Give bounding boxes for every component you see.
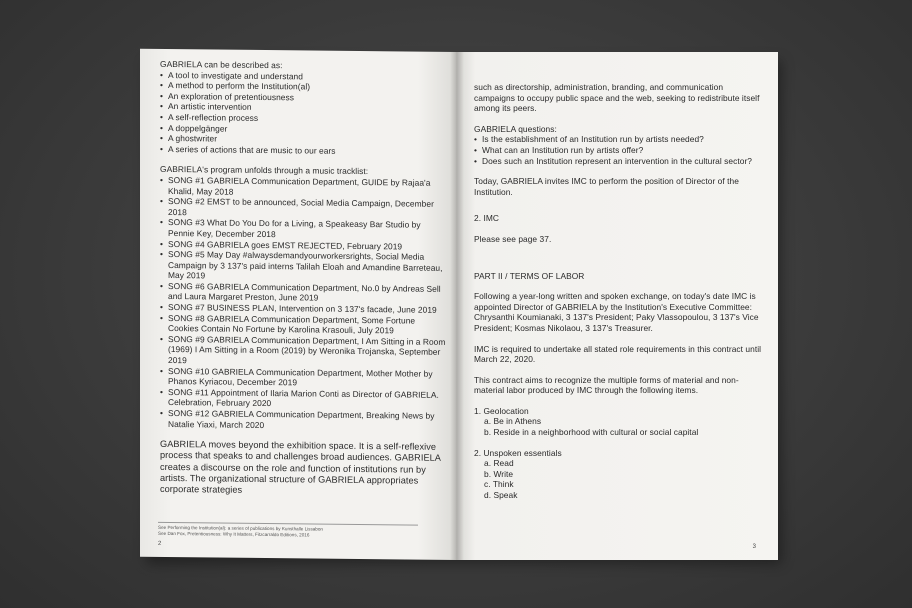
closing-paragraph: GABRIELA moves beyond the exhibition space. It is a self-reflexive process that speaks to and challenges broad audiences. GABRIELA creates a discourse on the role and function of institutions run by artists. The organizational structure of GABRIELA appropriates corporate strategies [160, 439, 441, 495]
list-item: • An artistic intervention [160, 101, 446, 115]
song-item: • SONG #11 Appointment of Ilaria Marion Conti as Director of GABRIELA. Celebration, February 2020 [160, 387, 446, 411]
list-item: • A doppelgänger [160, 122, 446, 136]
question-item: • What can an Institution run by artists offer? [474, 145, 766, 156]
left-page-text [160, 59, 446, 498]
right-page [456, 52, 778, 560]
item-title: 1. Geolocation [474, 405, 529, 416]
list-item: • A tool to investigate and understand [160, 69, 446, 83]
open-booklet [140, 52, 780, 560]
song-item: • SONG #6 GABRIELA Communication Department, No.0 by Andreas Sell and Laura Margaret Preston, June 2019 [160, 281, 446, 305]
item-title: 2. Unspoken essentials [474, 447, 562, 458]
page-number: 3 [752, 544, 756, 550]
song-item: • SONG #10 GABRIELA Communication Department, Mother Mother by Phanos Kyriacou, December 2019 [160, 366, 446, 390]
song-item: • SONG #1 GABRIELA Communication Department, GUIDE by Rajaa'a Khalid, May 2018 [160, 175, 446, 199]
part-title: PART II / TERMS OF LABOR [474, 270, 585, 281]
list-item: • An exploration of pretentiousness [160, 91, 446, 105]
booklet-spine [450, 52, 464, 560]
sub-list [474, 416, 766, 437]
sub-item: a. Be in Athens [484, 416, 542, 427]
requirement-paragraph: IMC is required to undertake all stated role requirements in this contract until March 22, 2020. [474, 343, 762, 365]
right-page-text [474, 82, 766, 501]
sub-item: a. Read [484, 458, 514, 469]
intro: GABRIELA can be described as: [160, 58, 283, 71]
song-list [160, 175, 446, 432]
continuation-paragraph: such as directorship, administration, branding, and communication campaigns to occupy public space and the web, seeking to redistribute itself among its peers. [474, 82, 760, 114]
song-item: • SONG #8 GABRIELA Communication Department, Some Fortune Cookies Contain No Fortune by Karolina Krasouli, July 2019 [160, 313, 446, 337]
sub-item: b. Reside in a neighborhood with cultural or social capital [484, 427, 699, 438]
song-item: • SONG #3 What Do You Do for a Living, a Speakeasy Bar Studio by Pennie Key, December 2018 [160, 217, 446, 241]
footnote: See Performing the Institution(al): a series of publications by Kunsthalle Lissabon [158, 524, 323, 532]
song-item: • SONG #4 GABRIELA goes EMST REJECTED, February 2019 [160, 238, 446, 252]
left-page [140, 49, 456, 560]
tracklist-intro: GABRIELA's program unfolds through a music tracklist: [160, 164, 369, 177]
song-item: • SONG #9 GABRIELA Communication Department, I Am Sitting in a Room (1969) I Am Sitting in a Room (2019) by Weronika Trojanska, September 2019 [160, 334, 446, 369]
list-item: • A self-reflection process [160, 112, 446, 126]
footnotes [158, 522, 418, 540]
song-item: • SONG #12 GABRIELA Communication Department, Breaking News by Natalie Yiaxi, March 2020 [160, 408, 446, 432]
aim-paragraph: This contract aims to recognize the multiple forms of material and non-material labor produced by IMC through the following items. [474, 374, 739, 396]
song-item: • SONG #2 EMST to be announced, Social Media Campaign, December 2018 [160, 196, 446, 220]
section-text: Please see page 37. [474, 233, 552, 244]
part-paragraph: Following a year-long written and spoken exchange, on today's date IMC is appointed Director of GABRIELA by the Institution's Executive Committee: Chrysanthi Koumianaki, 3 137's President; Paky Vlassopoulou, 3 137's Vice President; Kosmas Nikolaou, 3 137's Treasurer. [474, 291, 759, 333]
list-item: • A series of actions that are music to our ears [160, 144, 446, 158]
questions-intro: GABRIELA questions: [474, 123, 557, 134]
page-number: 2 [158, 540, 162, 547]
section-title: 2. IMC [474, 213, 499, 224]
song-item: • SONG #7 BUSINESS PLAN, Intervention on 3 137's facade, June 2019 [160, 302, 446, 316]
described-list [160, 69, 446, 157]
sub-list [474, 458, 766, 500]
sub-item: b. Write [484, 468, 514, 479]
footnote: See Dan Fox, Pretentiousness: Why It Matters, Fitzcarraldo Editions, 2016 [158, 530, 310, 538]
today-paragraph: Today, GABRIELA invites IMC to perform the position of Director of the Institution. [474, 176, 739, 197]
question-item: • Is the establishment of an Institution run by artists needed? [474, 134, 766, 145]
questions-list [474, 134, 766, 166]
sub-item: d. Speak [484, 490, 518, 501]
list-item: • A ghostwriter [160, 133, 446, 147]
question-item: • Does such an Institution represent an intervention in the cultural sector? [474, 156, 766, 167]
song-item: • SONG #5 May Day #alwaysdemandyourworkersrights, Social Media Campaign by 3 137's paid interns Talilah Eloah and Amandine Barreteau, May 2019 [160, 249, 446, 284]
sub-item: c. Think [484, 479, 514, 490]
list-item: • A method to perform the Institution(al) [160, 80, 446, 94]
